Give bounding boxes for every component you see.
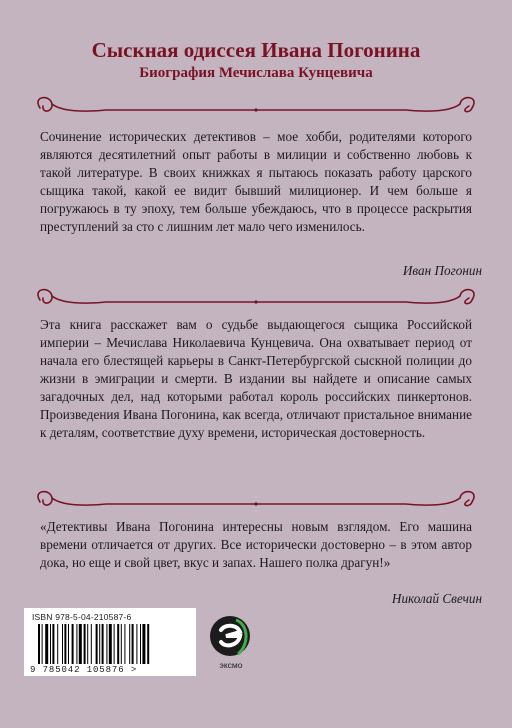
barcode-bar <box>124 624 125 664</box>
barcode-bar <box>147 624 149 664</box>
barcode-bar <box>106 624 107 664</box>
barcode-bar <box>42 624 43 664</box>
publisher-name: эксмо <box>219 660 243 670</box>
book-description-paragraph: Эта книга расскажет вам о судьбе выдающегося сыщика Российской империи – Мечислава Николаевича Кунцевича. Она охватывает период от начала его блестящей карьеры в Санкт-Петербургской сыскной полиции до жизни в эмиграции и смерти. В издании вы найдете и описание самых загадочных дел, над которыми работал король российских пинкертонов. Произведения Ивана Погонина, как всегда, отличают пристальное внимание к деталям, соответствие духу времени, историческая достоверность. <box>40 317 472 440</box>
review-quote-paragraph: «Детективы Ивана Погонина интересны новым взглядом. Его машина времени отличается от других. Все исторически достоверно – в этом автор дока, но еще и свой цвет, вкус и запах. Нашего полка драгун!» <box>40 519 472 570</box>
barcode-bar <box>68 624 69 664</box>
barcode-bar <box>79 624 82 664</box>
barcode-bar <box>102 624 104 664</box>
barcode-bar <box>76 624 77 664</box>
barcode-bar <box>121 624 122 664</box>
ornament-divider <box>26 92 486 122</box>
barcode-bar <box>72 624 74 664</box>
barcode-digits: 9 785042 105876 > <box>30 665 138 675</box>
ornament-divider <box>26 486 486 516</box>
barcode-bar <box>140 624 141 664</box>
barcode-bar <box>136 624 137 664</box>
author-statement-paragraph: Сочинение исторических детективов – мое хобби, родителями которого являются десятилетний опыт работы в милиции и собственно любовь к такой литературе. В своих книжках я пытаюсь показать работу царского сыщика такой, какой ее видит бывший милиционер. И чем больше я погружаюсь в ту эпоху, тем больше убеждаюсь, что в процессе раскрытия преступлений за сто с лишним лет мало чего изменилось. <box>40 129 472 234</box>
ornament-divider <box>26 284 486 314</box>
barcode-bar <box>109 624 112 664</box>
book-series-title: Сыскная одиссея Ивана Погонина <box>91 38 421 62</box>
barcode-bar <box>62 624 63 664</box>
reviewer-signature: Николай Свечин <box>391 591 482 606</box>
barcode-bar <box>52 624 54 664</box>
barcode-bar <box>38 624 40 664</box>
barcode-bar <box>117 624 119 664</box>
barcode-bar <box>99 624 100 664</box>
barcode-bar <box>96 624 98 664</box>
barcode-bar <box>114 624 115 664</box>
isbn-text: ISBN 978-5-04-210587-6 <box>32 612 132 622</box>
barcode-bars <box>38 624 182 664</box>
barcode-bar <box>91 624 92 664</box>
barcode-bar <box>57 624 58 664</box>
isbn-barcode <box>24 608 196 676</box>
barcode-bar <box>87 624 88 664</box>
author-signature: Иван Погонин <box>402 263 482 278</box>
book-subtitle: Биография Мечислава Кунцевича <box>139 65 373 81</box>
barcode-bar <box>50 624 51 664</box>
barcode-bar <box>84 624 86 664</box>
barcode-bar <box>129 624 130 664</box>
barcode-bar <box>132 624 134 664</box>
barcode-bar <box>64 624 66 664</box>
barcode-bar <box>142 624 145 664</box>
barcode-bar <box>45 624 48 664</box>
eksmo-logo-icon <box>208 614 252 658</box>
